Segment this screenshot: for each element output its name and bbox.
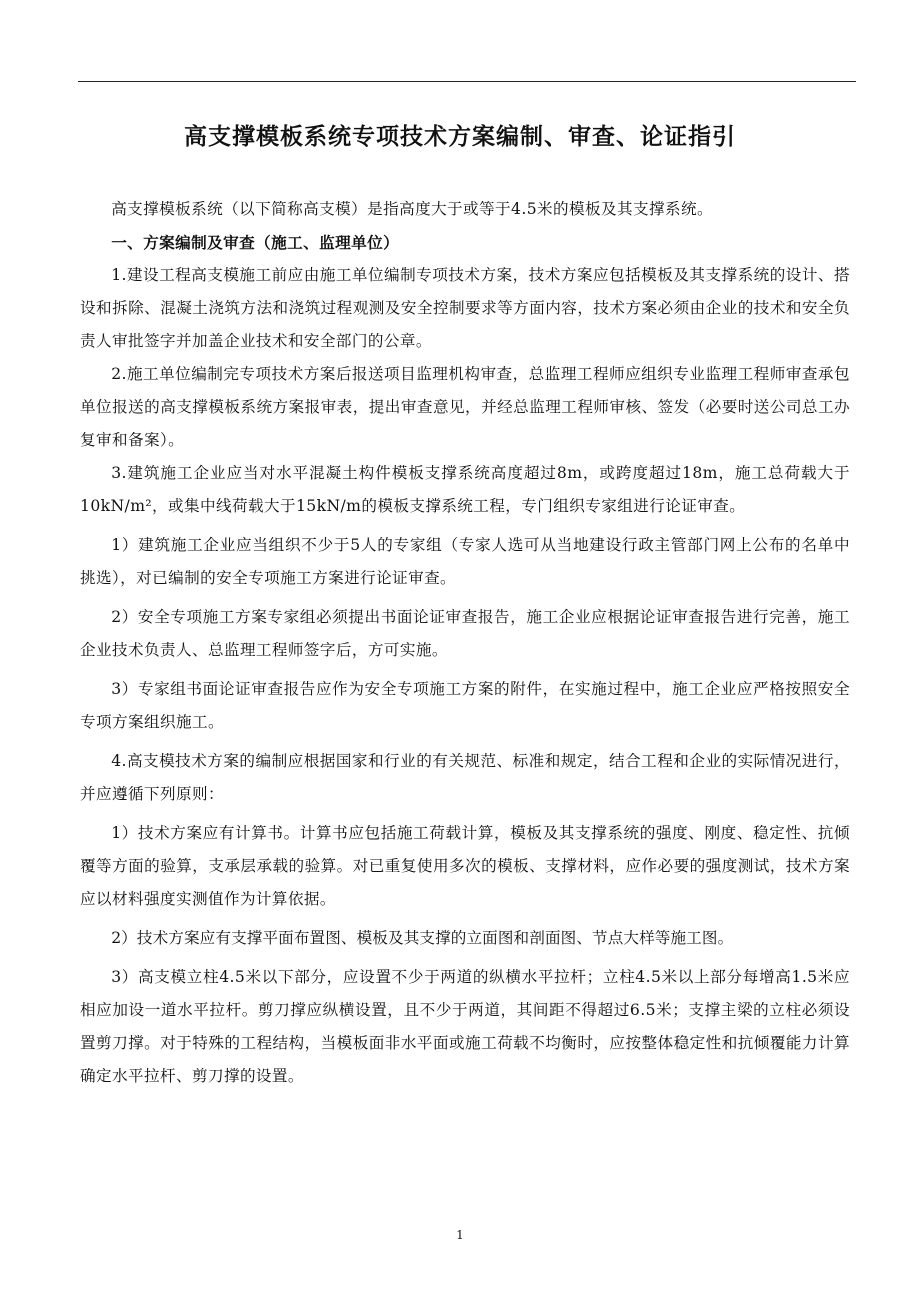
- paragraph-3-item-1: 1）建筑施工企业应当组织不少于5人的专家组（专家人选可从当地建设行政主管部门网上公布的名单中挑选），对已编制的安全专项施工方案进行论证审查。: [80, 536, 850, 587]
- paragraph-4: 4.高支模技术方案的编制应根据国家和行业的有关规范、标准和规定，结合工程和企业的实际情况进行，并应遵循下列原则：: [80, 752, 850, 803]
- paragraph-4-item-3: 3）高支模立柱4.5米以下部分，应设置不少于两道的纵横水平拉杆；立柱4.5米以上部分每增高1.5米应相应加设一道水平拉杆。剪刀撑应纵横设置，且不少于两道，其间距不得超过6.5米；支撑主梁的立柱必须设置剪刀撑。对于特殊的工程结构，当模板面非水平面或施工荷载不均衡时，应按整体稳定性和抗倾覆能力计算确定水平拉杆、剪刀撑的设置。: [80, 968, 850, 1085]
- document-title: 高支撑模板系统专项技术方案编制、审查、论证指引: [184, 123, 736, 150]
- paragraph-3: 3.建筑施工企业应当对水平混凝土构件模板支撑系统高度超过8m，或跨度超过18m，施工总荷载大于10kN/m²，或集中线荷载大于15kN/m的模板支撑系统工程，专门组织专家组进行论证审查。: [80, 464, 850, 515]
- section-heading: 一、方案编制及审查（施工、监理单位）: [111, 233, 400, 252]
- paragraph-3-item-3: 3）专家组书面论证审查报告应作为安全专项施工方案的附件，在实施过程中，施工企业应严格按照安全专项方案组织施工。: [80, 680, 850, 731]
- paragraph-4-item-1: 1）技术方案应有计算书。计算书应包括施工荷载计算，模板及其支撑系统的强度、刚度、稳定性、抗倾覆等方面的验算，支承层承载的验算。对已重复使用多次的模板、支撑材料，应作必要的强度测试，技术方案应以材料强度实测值作为计算依据。: [80, 824, 850, 908]
- paragraph-3-item-2: 2）安全专项施工方案专家组必须提出书面论证审查报告，施工企业应根据论证审查报告进行完善，施工企业技术负责人、总监理工程师签字后，方可实施。: [80, 608, 850, 659]
- paragraph-1: 1.建设工程高支模施工前应由施工单位编制专项技术方案，技术方案应包括模板及其支撑系统的设计、搭设和拆除、混凝土浇筑方法和浇筑过程观测及安全控制要求等方面内容，技术方案必须由企业的技术和安全负责人审批签字并加盖企业技术和安全部门的公章。: [80, 266, 850, 350]
- paragraph-2: 2.施工单位编制完专项技术方案后报送项目监理机构审查，总监理工程师应组织专业监理工程师审查承包单位报送的高支撑模板系统方案报审表，提出审查意见，并经总监理工程师审核、签发（必要时送公司总工办复审和备案）。: [80, 365, 850, 449]
- paragraph-4-item-2: 2）技术方案应有支撑平面布置图、模板及其支撑的立面图和剖面图、节点大样等施工图。: [111, 929, 734, 947]
- page-number: 1: [456, 1228, 464, 1242]
- header-rule: [78, 81, 856, 82]
- intro-paragraph: 高支撑模板系统（以下简称高支模）是指高度大于或等于4.5米的模板及其支撑系统。: [111, 200, 713, 218]
- document-body: [80, 193, 850, 1093]
